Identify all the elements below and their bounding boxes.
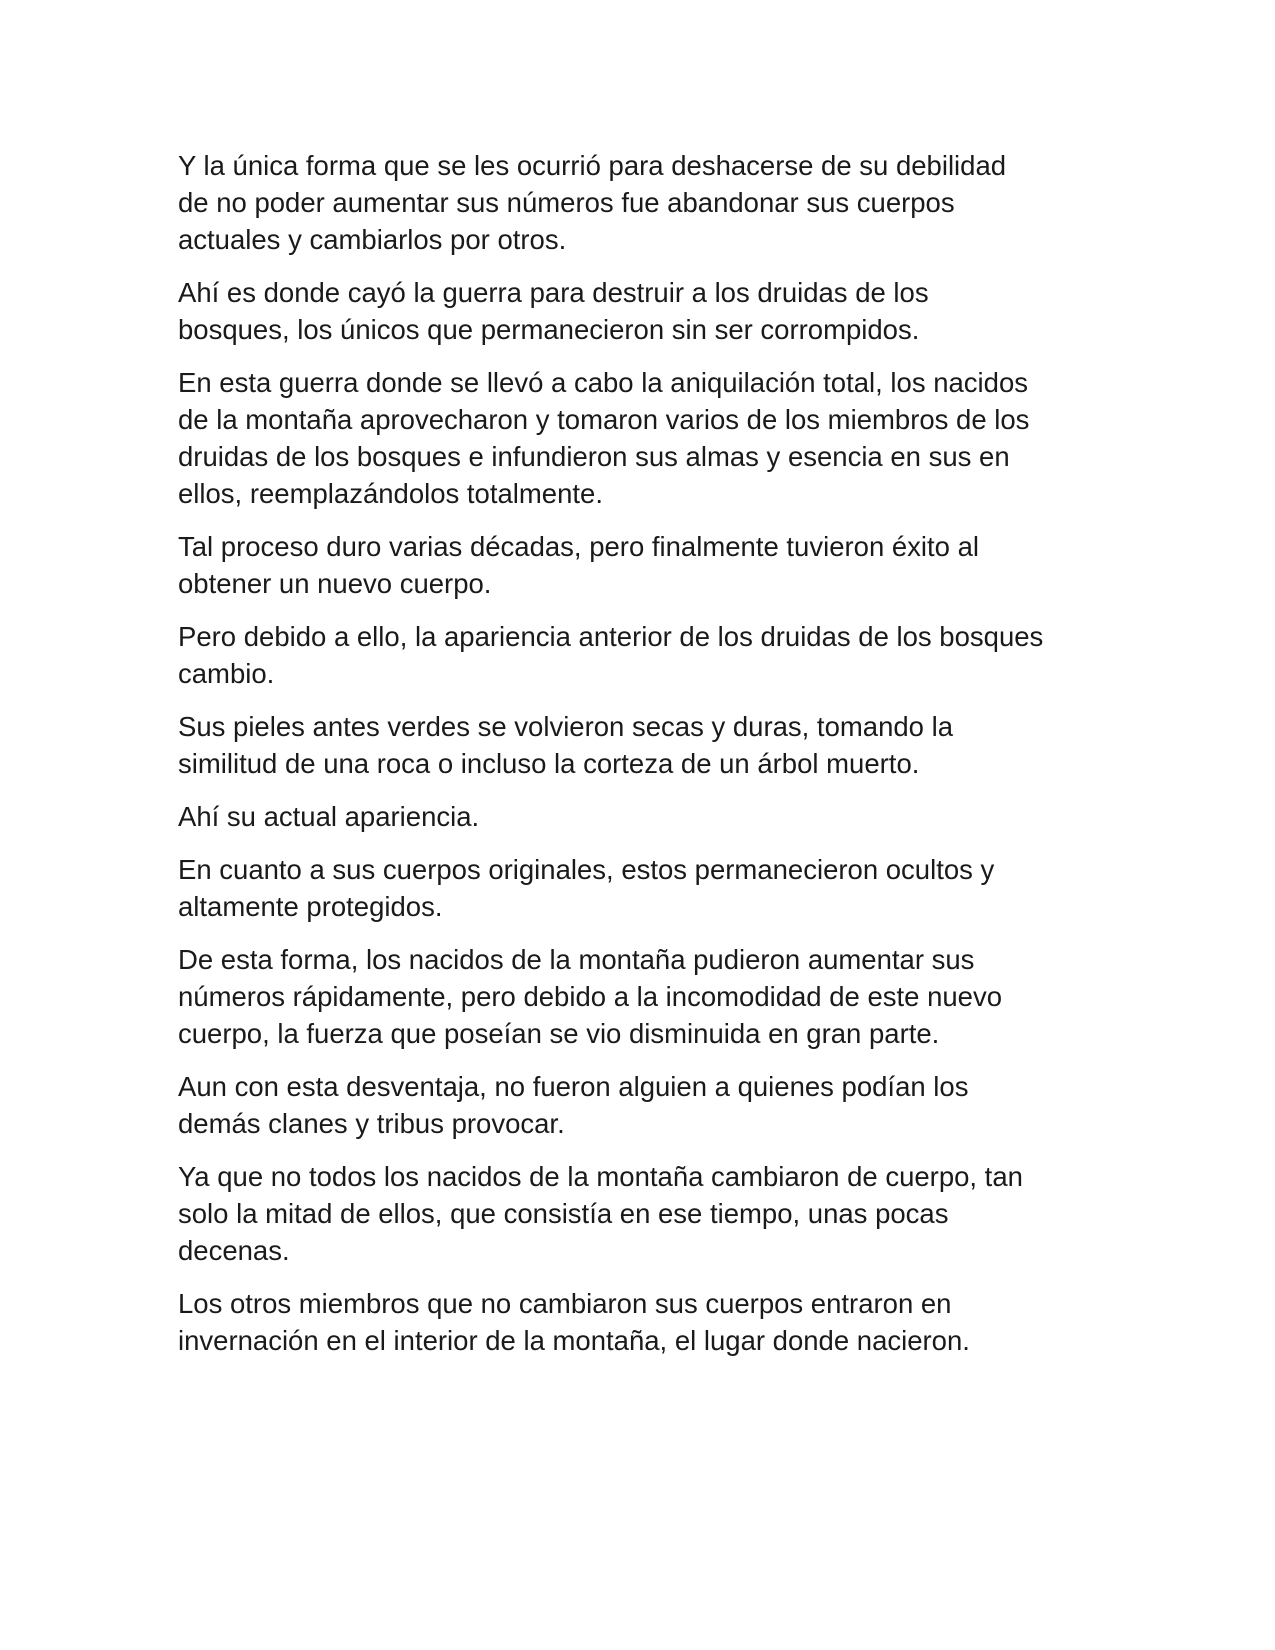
paragraph: Los otros miembros que no cambiaron sus cuerpos entraron en invernación en el interior de la montaña, el lugar donde nacieron.	[178, 1288, 970, 1356]
paragraph: En esta guerra donde se llevó a cabo la aniquilación total, los nacidos de la montaña aprovecharon y tomaron varios de los miembros de los druidas de los bosques e infundieron sus almas y esencia en sus en ellos, reemplazándolos totalmente.	[178, 367, 1030, 509]
paragraph: De esta forma, los nacidos de la montaña pudieron aumentar sus números rápidamente, pero debido a la incomodidad de este nuevo cuerpo, la fuerza que poseían se vio disminuida en gran parte.	[178, 944, 1003, 1049]
paragraph: Y la única forma que se les ocurrió para deshacerse de su debilidad de no poder aumentar sus números fue abandonar sus cuerpos actuales y cambiarlos por otros.	[178, 150, 1007, 255]
paragraph: Sus pieles antes verdes se volvieron secas y duras, tomando la similitud de una roca o incluso la corteza de un árbol muerto.	[178, 711, 953, 779]
paragraph: Ahí es donde cayó la guerra para destruir a los druidas de los bosques, los únicos que permanecieron sin ser corrompidos.	[178, 277, 929, 345]
paragraph: Ya que no todos los nacidos de la montaña cambiaron de cuerpo, tan solo la mitad de ellos, que consistía en ese tiempo, unas pocas decenas.	[178, 1161, 1023, 1266]
paragraph: Ahí su actual apariencia.	[178, 801, 480, 832]
document-body	[178, 147, 1108, 1375]
paragraph: Pero debido a ello, la apariencia anterior de los druidas de los bosques cambio.	[178, 621, 1044, 689]
paragraph: Tal proceso duro varias décadas, pero finalmente tuvieron éxito al obtener un nuevo cuerpo.	[178, 531, 980, 599]
paragraph: En cuanto a sus cuerpos originales, estos permanecieron ocultos y altamente protegidos.	[178, 854, 995, 922]
paragraph: Aun con esta desventaja, no fueron alguien a quienes podían los demás clanes y tribus provocar.	[178, 1071, 969, 1139]
